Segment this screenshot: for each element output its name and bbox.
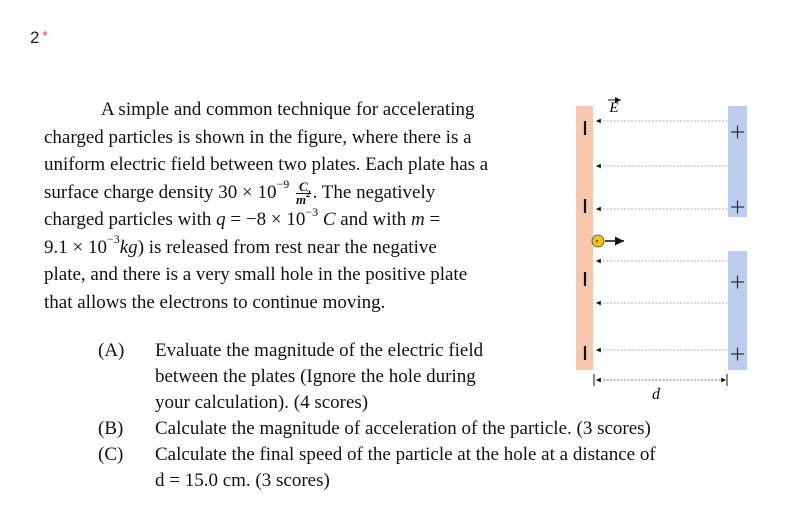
charge-density-exponent: −9 <box>276 177 290 192</box>
paragraph-line-4-end: . The negatively <box>312 181 436 203</box>
distance-label: d <box>652 386 660 403</box>
line5-end: = <box>424 209 441 230</box>
charge-exponent: −3 <box>305 204 319 219</box>
paragraph-line-3: uniform electric field between two plates. Each plate has a <box>44 154 489 175</box>
part-text-line: d = 15.0 cm. (3 scores) <box>155 470 330 491</box>
paragraph-line-1: A simple and common technique for accelerating <box>101 99 475 120</box>
charge-unit: C <box>318 209 336 230</box>
mass-exponent: −3 <box>106 232 120 247</box>
line5-pre: charged particles with <box>44 209 217 230</box>
negative-plate <box>576 106 593 370</box>
unit-den-exponent: 2 <box>306 189 311 200</box>
line5-post: and with <box>335 209 412 230</box>
question-number-text: 2 <box>30 28 40 47</box>
unit-den-base: m <box>296 191 307 207</box>
part-text-line: Calculate the magnitude of acceleration of the particle. (3 scores) <box>155 418 651 439</box>
mass-value: 9.1 × 10 <box>44 236 107 258</box>
charge-value: = −8 × 10 <box>225 209 306 230</box>
paragraph-line-2: charged particles is shown in the figure, where there is a <box>44 126 472 148</box>
field-label: E <box>609 100 619 116</box>
field-lines <box>596 121 728 350</box>
part-text-line: Evaluate the magnitude of the electric field <box>155 340 484 361</box>
part-label: (C) <box>98 444 124 465</box>
part-label: (A) <box>98 340 125 361</box>
paragraph-line-8: that allows the electrons to continue moving. <box>44 291 386 313</box>
part-text-line: Calculate the final speed of the particle at the hole at a distance of <box>155 444 656 465</box>
line6-post: ) is released from rest near the negative <box>137 236 437 258</box>
q-variable: q <box>216 209 226 230</box>
part-label: (B) <box>98 418 124 439</box>
part-text-line: between the plates (Ignore the hole during <box>155 366 476 387</box>
unit-numerator: C <box>296 181 311 194</box>
paragraph-line-7: plate, and there is a very small hole in the positive plate <box>44 264 468 285</box>
positive-plate-upper <box>728 106 747 217</box>
part-text-line: your calculation). (4 scores) <box>155 392 369 413</box>
mass-unit: kg <box>119 236 138 258</box>
charge-density-text: surface charge density 30 × 10 <box>44 181 277 203</box>
required-asterisk: * <box>42 28 48 43</box>
m-variable: m <box>411 209 425 230</box>
